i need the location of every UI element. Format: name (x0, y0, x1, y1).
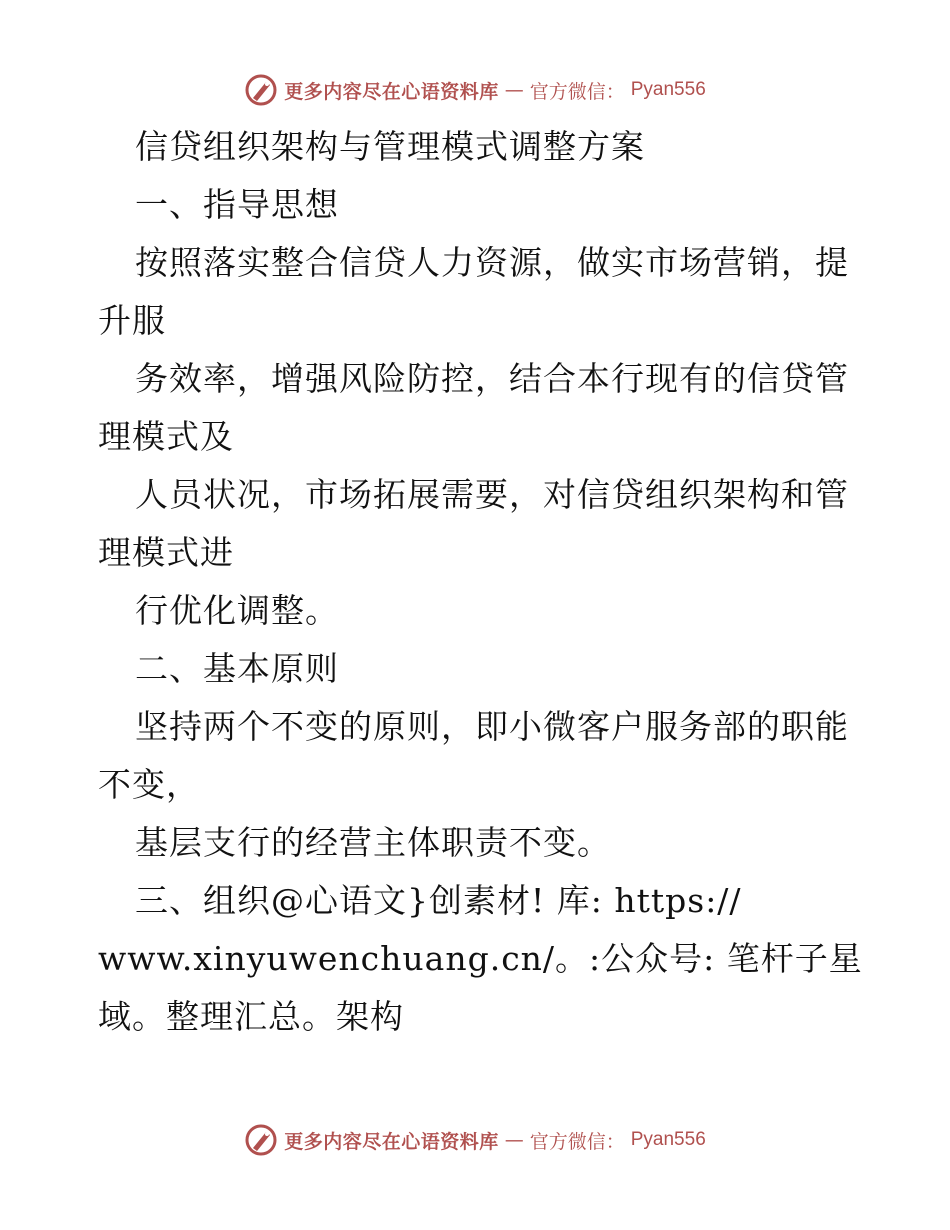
paragraph-line: 按照落实整合信贷人力资源，做实市场营销，提 (135, 243, 849, 282)
banner-dash: — (504, 1129, 524, 1151)
paragraph-line: 域。整理汇总。架构 (98, 997, 404, 1036)
banner-dash: — (504, 79, 524, 101)
paragraph-line: 不变， (98, 765, 200, 804)
document-title: 信贷组织架构与管理模式调整方案 (135, 127, 645, 166)
pen-logo-icon (244, 1123, 278, 1157)
paragraph-line: 理模式及 (98, 417, 234, 456)
paragraph-line: 行优化调整。 (135, 591, 339, 630)
banner-site-text: 更多内容尽在心语资料库 (284, 80, 499, 103)
banner-wechat-id: Pyan556 (630, 79, 706, 100)
paragraph-line: 基层支行的经营主体职责不变。 (135, 823, 611, 862)
footer-watermark-banner (0, 1120, 950, 1160)
paragraph-line: 理模式进 (98, 533, 234, 572)
banner-wechat-id: Pyan556 (630, 1129, 706, 1150)
paragraph-line: 坚持两个不变的原则，即小微客户服务部的职能 (135, 707, 849, 746)
pen-logo-icon (244, 73, 278, 107)
banner-wechat-label: 官方微信： (529, 1130, 625, 1153)
paragraph-line: 人员状况，市场拓展需要，对信贷组织架构和管 (135, 475, 849, 514)
banner-wechat-label: 官方微信： (529, 80, 625, 103)
section-heading-organization: 三、组织@心语文}创素材! 库: https:// (135, 881, 742, 920)
header-watermark-banner (0, 70, 950, 110)
paragraph-line-url: www.xinyuwenchuang.cn/。:公众号: 笔杆子星 (98, 939, 863, 978)
document-body (98, 118, 863, 1046)
banner-site-text: 更多内容尽在心语资料库 (284, 1130, 499, 1153)
section-heading-basic-principles: 二、基本原则 (135, 649, 339, 688)
paragraph-line: 升服 (98, 301, 166, 340)
section-heading-guiding-thought: 一、指导思想 (135, 185, 339, 224)
paragraph-line: 务效率，增强风险防控，结合本行现有的信贷管 (135, 359, 849, 398)
